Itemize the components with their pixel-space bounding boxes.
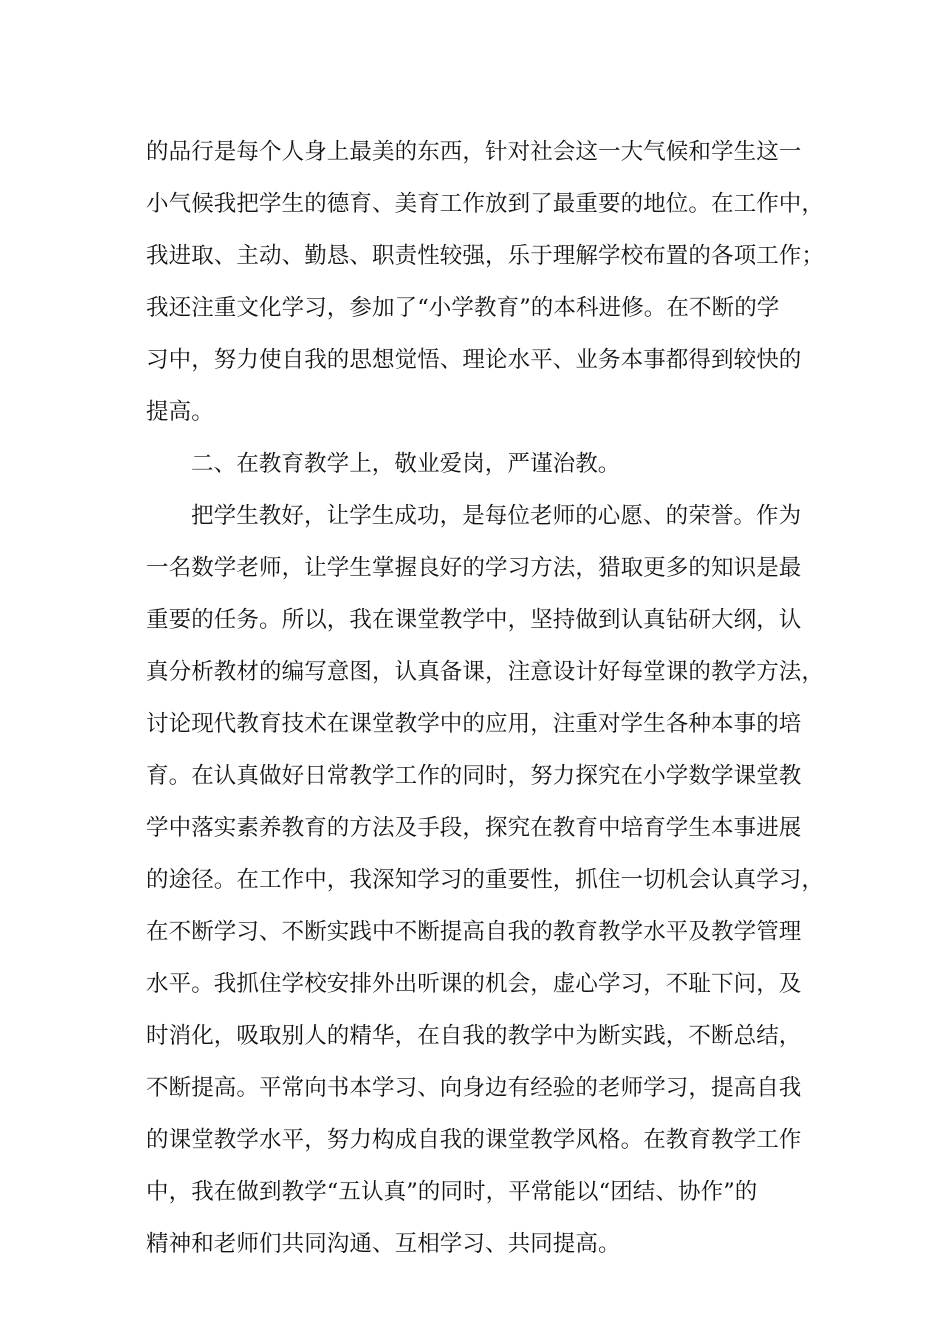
text-line: 时消化，吸取别人的精华，在自我的教学中为断实践，不断总结， (146, 1023, 802, 1049)
text-line: 我进取、主动、勤恳、职责性较强，乐于理解学校布置的各项工作； (146, 243, 825, 269)
text-line: 习中，努力使自我的思想觉悟、理论水平、业务本事都得到较快的 (146, 347, 802, 373)
text-line: 一名数学老师，让学生掌握良好的学习方法，猎取更多的知识是最 (146, 555, 802, 581)
text-line: 的课堂教学水平，努力构成自我的课堂教学风格。在教育教学工作 (146, 1127, 802, 1153)
text-line: 我还注重文化学习，参加了“小学教育”的本科进修。在不断的学 (146, 295, 780, 321)
text-line: 真分析教材的编写意图，认真备课，注意设计好每堂课的教学方法， (146, 659, 825, 685)
text-line: 中，我在做到教学“五认真”的同时，平常能以“团结、协作”的 (146, 1179, 758, 1205)
text-line: 在不断学习、不断实践中不断提高自我的教育教学水平及教学管理 (146, 919, 802, 945)
text-line: 重要的任务。所以，我在课堂教学中，坚持做到认真钻研大纲，认 (146, 607, 802, 633)
paragraph-start: 把学生教好，让学生成功，是每位老师的心愿、的荣誉。作为 (191, 503, 802, 529)
text-line: 讨论现代教育技术在课堂教学中的应用，注重对学生各种本事的培 (146, 711, 802, 737)
text-line: 提高。 (146, 399, 214, 425)
text-line: 水平。我抓住学校安排外出听课的机会，虚心学习，不耻下问，及 (146, 971, 802, 997)
text-line: 的品行是每个人身上最美的东西，针对社会这一大气候和学生这一 (146, 139, 802, 165)
section-heading: 二、在教育教学上，敬业爱岗，严谨治教。 (191, 451, 621, 477)
body-text (146, 126, 826, 1270)
text-line: 的途径。在工作中，我深知学习的重要性，抓住一切机会认真学习， (146, 867, 825, 893)
text-line: 小气候我把学生的德育、美育工作放到了最重要的地位。在工作中， (146, 191, 825, 217)
text-line: 精神和老师们共同沟通、互相学习、共同提高。 (146, 1231, 621, 1257)
text-line: 学中落实素养教育的方法及手段，探究在教育中培育学生本事进展 (146, 815, 802, 841)
text-line: 育。在认真做好日常教学工作的同时，努力探究在小学数学课堂教 (146, 763, 802, 789)
text-line: 不断提高。平常向书本学习、向身边有经验的老师学习，提高自我 (146, 1075, 802, 1101)
